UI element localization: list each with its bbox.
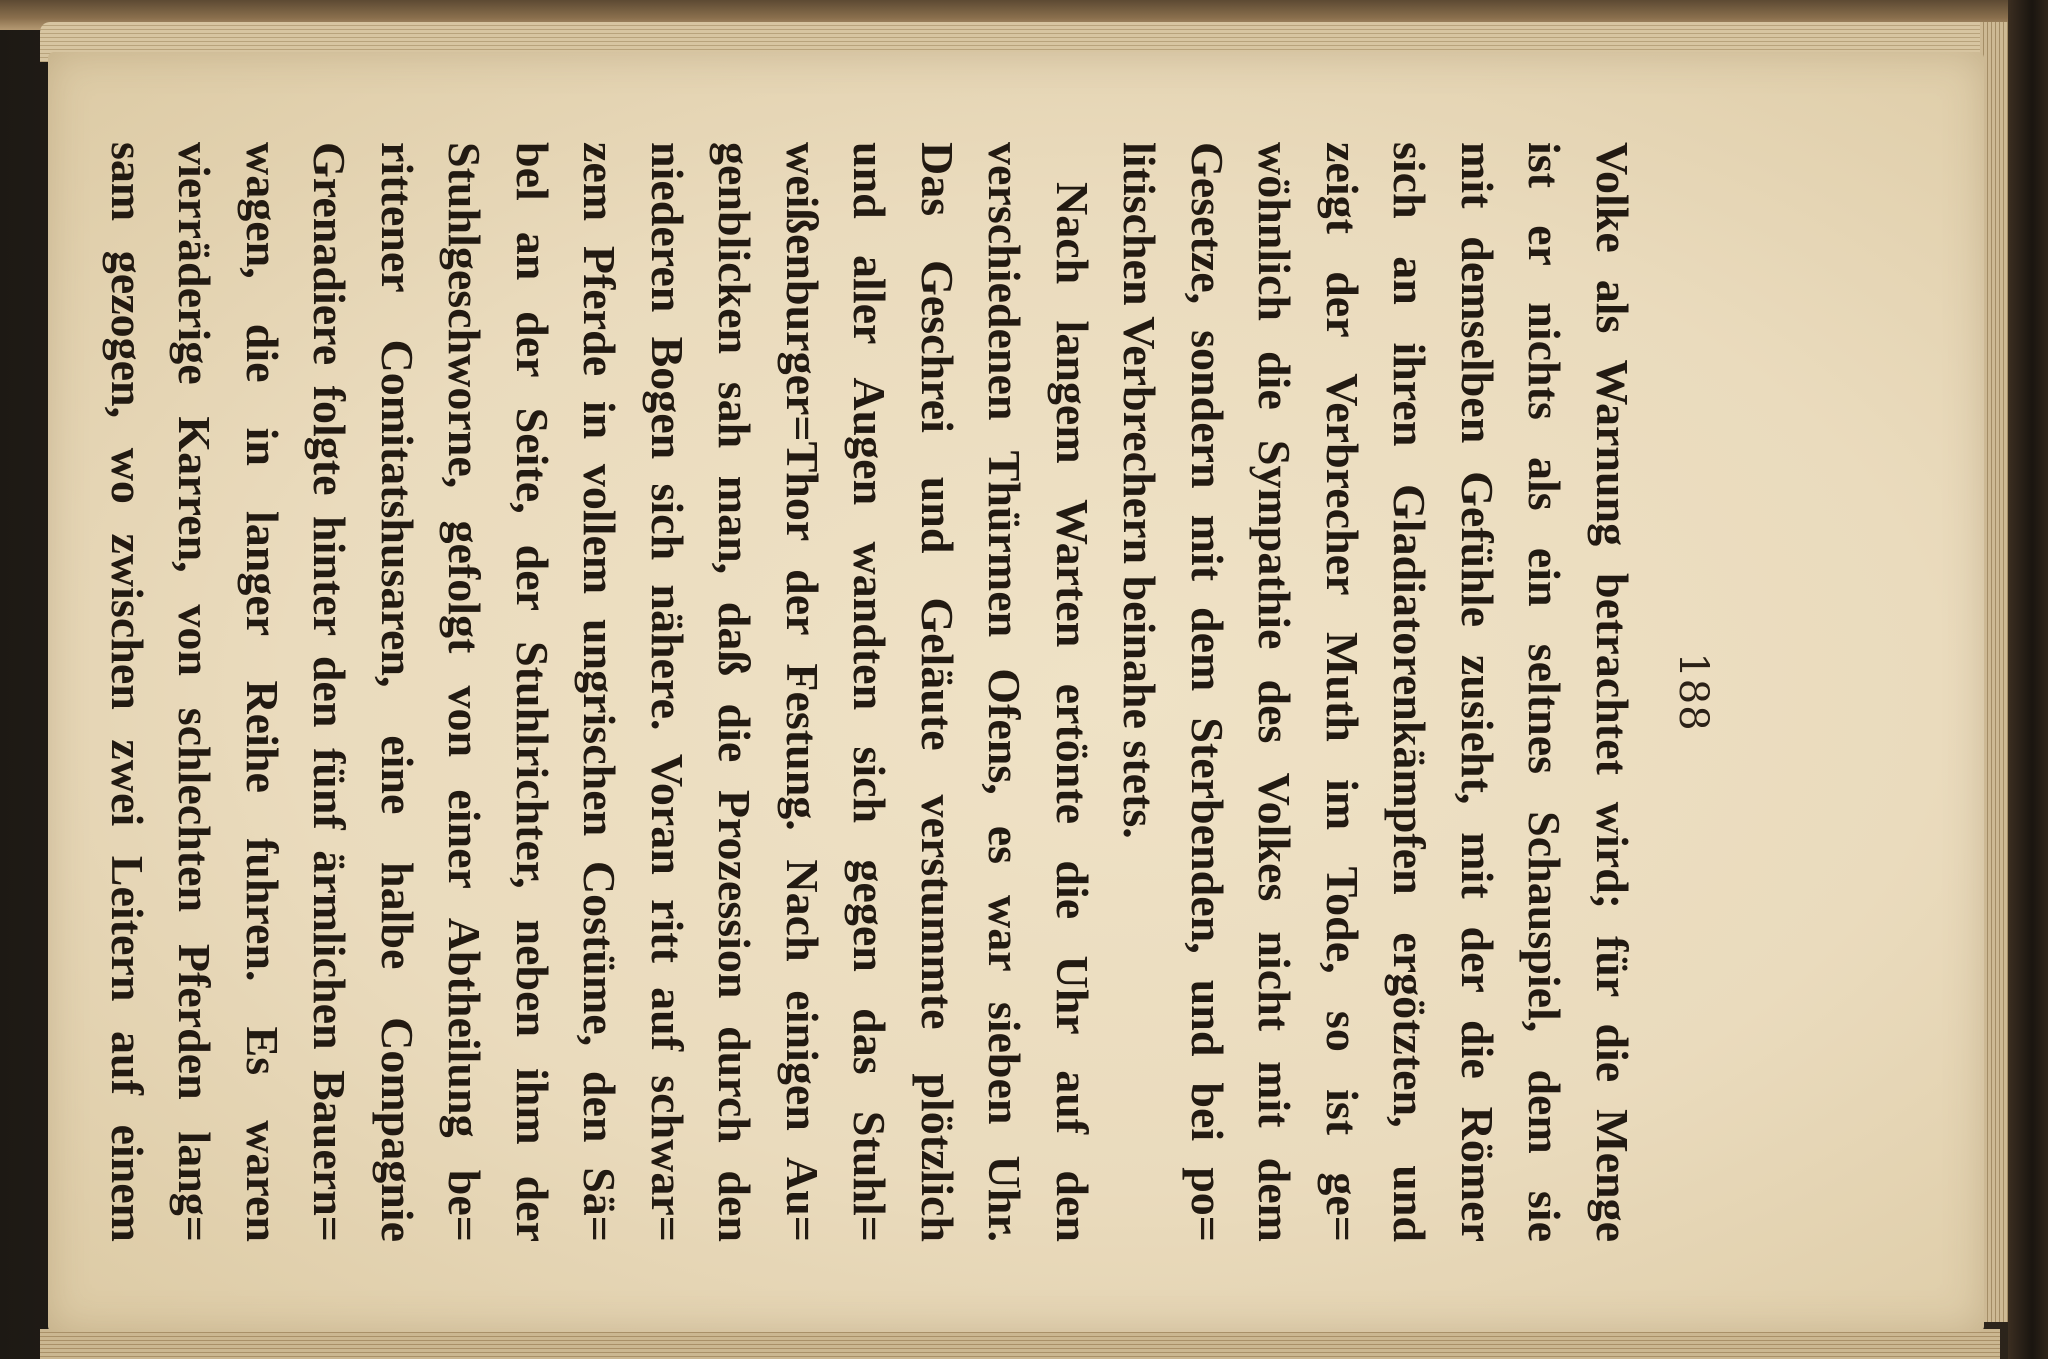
text-line: sam gezogen, wo zwischen zwei Leitern auf einem: [102, 142, 153, 1242]
text-line: genblicken sah man, daß die Prozession durch den: [709, 142, 761, 1242]
text-line: Das Geschrei und Geläute verstummte plötzlich: [912, 142, 963, 1242]
text-line: wöhnlich die Sympathie des Volkes nicht mit dem: [1249, 142, 1301, 1242]
text-line: zem Pferde in vollem ungrischen Costüme, den Sä=: [574, 142, 626, 1242]
book-binding: [2008, 0, 2048, 1359]
text-line: zeigt der Verbrecher Muth im Tode, so ist ge=: [1317, 142, 1368, 1242]
text-line: wagen, die in langer Reihe fuhren. Es waren: [237, 142, 288, 1242]
text-line: weißenburger=Thor der Festung. Nach einigen Au=: [777, 142, 828, 1242]
text-line: Stuhlgeschworne, gefolgt von einer Abtheilung be=: [439, 142, 491, 1242]
book-page: [48, 52, 1984, 1332]
page-edges-right: [1980, 22, 2008, 1322]
text-line: Volke als Warnung betrachtet wird; für die Menge: [1587, 142, 1638, 1242]
text-line: verschiedenen Thürmen Ofens, es war sieben Uhr.: [979, 142, 1031, 1242]
text-line: ist er nichts als ein seltnes Schauspiel, dem sie: [1519, 142, 1571, 1242]
text-line: mit demselben Gefühle zusieht, mit der die Römer: [1452, 142, 1503, 1242]
page-edges-bottom: [40, 1329, 2000, 1359]
body-text: [94, 142, 1647, 1242]
text-line: bel an der Seite, der Stuhlrichter, neben ihm der: [507, 142, 558, 1242]
text-line: und aller Augen wandten sich gegen das Stuhl=: [844, 142, 896, 1242]
rotated-text-frame: [102, 142, 1716, 1242]
text-line: vierräderige Karren, von schlechten Pferden lang=: [169, 142, 221, 1242]
text-line: litischen Verbrechern beinahe stets.: [1114, 142, 1166, 839]
text-line: rittener Comitatshusaren, eine halbe Compagnie: [372, 142, 423, 1242]
text-line: Nach langem Warten ertönte die Uhr auf den: [1047, 182, 1098, 1242]
text-line: niederen Bogen sich nähere. Voran ritt auf schwar=: [642, 142, 693, 1242]
text-line: sich an ihren Gladiatorenkämpfen ergötzten, und: [1384, 142, 1436, 1242]
text-line: Grenadiere folgte hinter den fünf ärmlichen Bauern=: [304, 142, 356, 1242]
page-number: 188: [1670, 652, 1716, 732]
text-line: Gesetze, sondern mit dem Sterbenden, und bei po=: [1182, 142, 1233, 1242]
